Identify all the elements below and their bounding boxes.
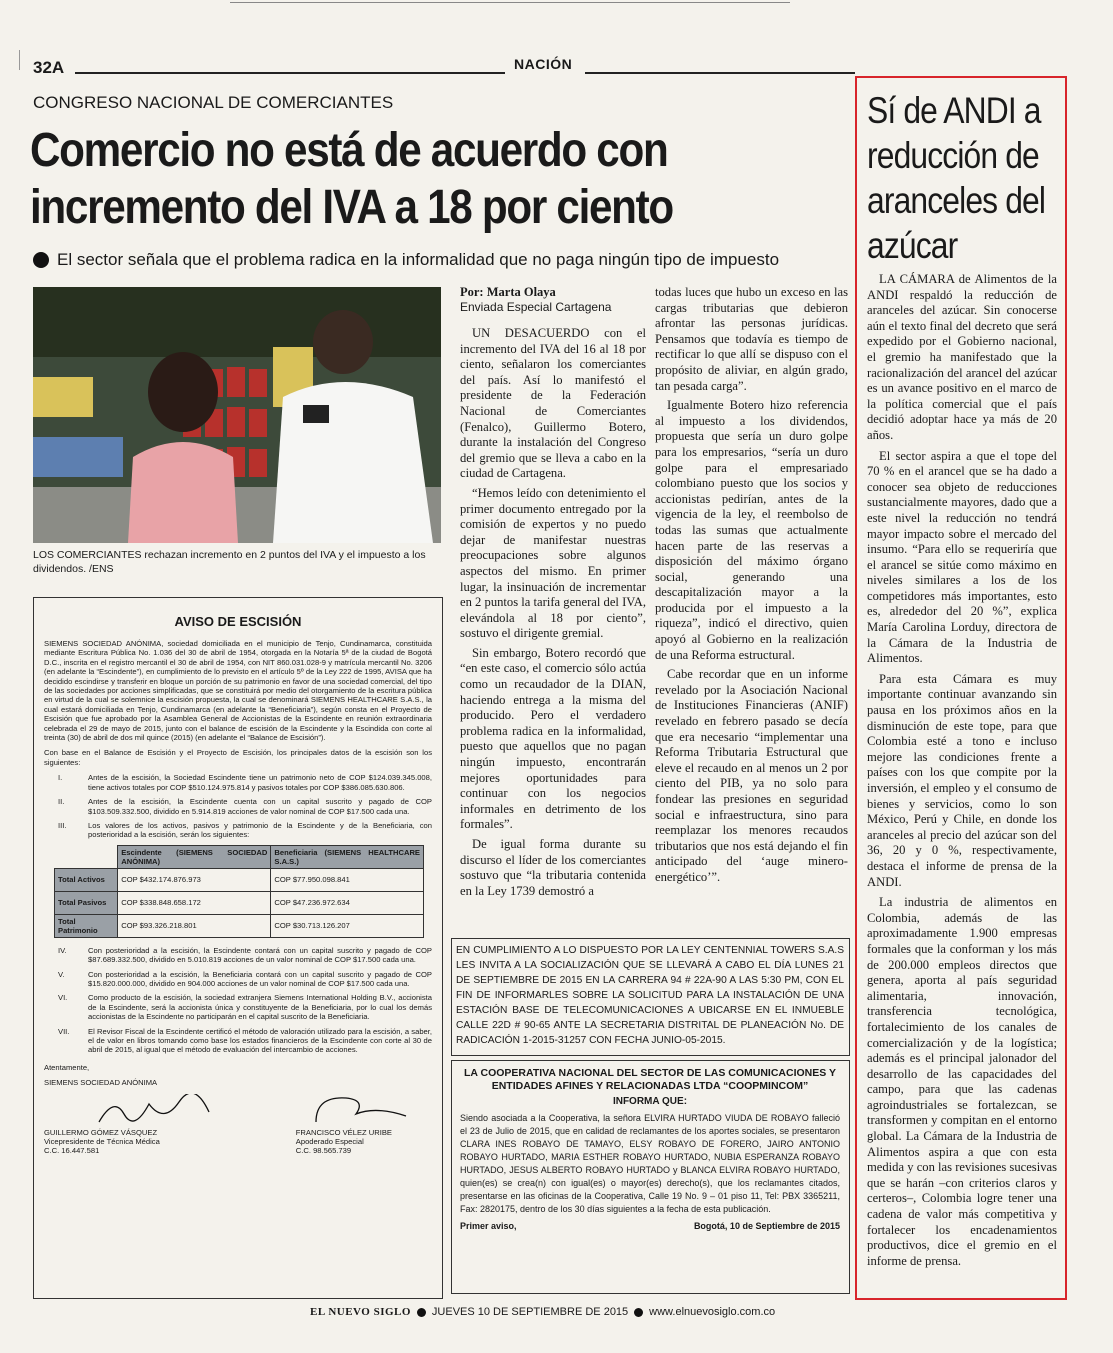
paragraph: UN DESACUERDO con el incremento del IVA del 16 al 18 por ciento, señalaron los comerciantes del país. Así lo manifestó el presidente de la Federación Nacional de Comerciantes (Fenalco), Guillermo Botero, durante la instalación del Congreso del gremio que se lleva a cabo en la ciudad de Cartagena. [460,326,646,481]
notice-closing: Atentamente, [44,1062,90,1072]
table-header: Beneficiaria (SIEMENS HEALTHCARE S.A.S.) [271,845,424,868]
notice-title: LA COOPERATIVA NACIONAL DEL SECTOR DE LAS COMUNICACIONES Y ENTIDADES AFINES Y RELACIONADAS LTDA “COOPMINCOM” [463,1067,836,1092]
notice-title: AVISO DE ESCISIÓN [174,614,302,629]
newspaper-logo: EL NUEVO SIGLO [310,1306,411,1318]
balance-table [54,845,424,938]
sidebar-title: Sí de ANDI a reducción de aranceles del azúcar [867,90,1046,266]
paragraph: Para esta Cámara es muy importante continuar avanzando sin pausa en los próximos años en la disminución de este tope, para que Colombia esté a tono e incluso mejore las condiciones frente a países con los que compite por la inversión, el empleo y el consumo de bienes y servicios, como lo son México, Perú y Chile, en donde los aranceles al precio del azúcar son del 36, 20 y 0 %, respectivamente, destaca el informe de prensa de la ANDI. [867,671,1057,889]
byline-role: Enviada Especial Cartagena [460,300,612,314]
byline-author: Por: Marta Olaya [460,285,556,299]
article-column-1 [460,285,646,903]
notice-footer: Primer aviso, Bogotá, 10 de Septiembre de 2015 [460,1221,840,1231]
masthead-rule-right [585,72,855,74]
paragraph: Igualmente Botero hizo referencia al impuesto a los dividendos, propuesta que sería un duro golpe para los empresarios, “sería un duro golpe para el empresariado colombiano puesto que los socios y accionistas pedirían, antes de la vigencia de la ley, el reembolso de todas las sumas que actualmente hacen parte de las reservas a disposición del máximo órgano social, generando una descapitalización mayor a la producida por el impuesto a la riqueza”, indicó el directivo, quien apoyó al Gobierno en la realización de una Reforma estructural. [655,398,848,662]
footer-date: JUEVES 10 DE SEPTIEMBRE DE 2015 [431,1306,629,1318]
signatures [44,1128,432,1156]
paragraph: todas luces que hubo un exceso en las cargas tributarias que debieron afrontar las personas jurídicas. Pensamos que todavía es tiempo de rectificar lo que allí se dispuso con el propósito de aliviar, en algún grado, tan pesada carga”. [655,285,848,393]
kicker: CONGRESO NACIONAL DE COMERCIANTES [33,93,394,112]
masthead-rule-left [75,72,505,74]
paragraph: Sin embargo, Botero recordó que “en este caso, el comercio sólo actúa como un recaudador de la DIAN, haciendo entrega a la misma del producido. Pero el verdadero problema radica en la informalidad, puesto que aquellos que no pagan ningún impuesto, encontrarán mejores oportunidades para continuar con los negocios informales en detrimento de los formales”. [460,645,646,832]
deck [33,250,779,270]
bullet-icon [33,252,49,268]
paragraph: “Hemos leído con detenimiento el primer documento entregado por la comisión de expertos y no puedo dejar de manifestar nuestras preocupaciones sobre algunos aspectos del mismo. En primer lugar, la insinuación de incrementar en 2 puntos la tarifa general del IVA, elevándola al 18 por ciento”, sostuvo el dirigente gremial. [460,485,646,641]
notice-centennial-towers [451,938,850,1056]
signature-2-icon [306,1092,416,1126]
page-footer [310,1306,775,1318]
headline: Comercio no está de acuerdo con incremento del IVA a 18 por ciento [30,124,673,234]
notice-coopmincom [451,1060,850,1294]
notice-item: V. Con posterioridad a la escisión, la Beneficiaria contará con un capital suscrito y pagado de COP $15.820.000.000, dividido en 904.000 acciones de un valor nominal de COP $17.500 cada una. [58,969,432,988]
section-name: NACIÓN [514,56,573,72]
notice-text: EN CUMPLIMIENTO A LO DISPUESTO POR LA LEY CENTENNIAL TOWERS S.A.S LES INVITA A LA SOCIALIZACIÓN QUE SE LLEVARÁ A CABO EL DÍA LUNES 21 DE SEPTIEMBRE DE 2015 EN LA CARRERA 94 # 22A-90 A LAS 5:30 PM, CON EL FIN DE INFORMARLES SOBRE LA SOLICITUD PARA LA INSTALACIÓN DE UNA ESTACIÓN BASE DE TELECOMUNICACIONES A UBICARSE EN EL INMUEBLE CALLE 22D # 90-65 ANTE LA SECRETARIA DISTRITAL DE PLANEACIÓN No. DE RADICACIÓN 1-2015-31257 CON FECHA JUNIO-05-2015. [456,945,844,1046]
bullet-icon [417,1308,426,1317]
article-photo [33,287,441,543]
table-row: Total Patrimonio COP $93.326.218.801 COP $30.713.126.207 [55,914,424,937]
page-number: 32A [33,58,65,77]
notice-item: VI. Como producto de la escisión, la sociedad extranjera Siemens International Holding B.V., accionista de la Escindente, será la accionista única y constituyente de la Beneficiaria, por lo cual los demás accionistas de la Escindente no participarán en el capital suscrito de la Beneficiaria. [58,993,432,1022]
notice-item: I. Antes de la escisión, la Sociedad Escindente tiene un patrimonio neto de COP $124.039.345.008, tiene activos totales por COP $510.124.975.814 y pasivos totales por COP $386.085.630.806. [58,773,432,792]
notice-item: III. Los valores de los activos, pasivos y patrimonio de la Escindente y de la Beneficiaria, con posterioridad a la escisión, serán los siguientes: [58,820,432,840]
bullet-icon [634,1308,643,1317]
paragraph: Cabe recordar que en un informe revelado por la Asociación Nacional de Instituciones Financieras (ANIF) revelado en febrero pasado se decía que era necesario “implementar una Reforma Tributaria Estructural que eleve el recaudo en al menos un 2 por ciento del PIB, ya no solo para fondear las presiones en seguridad social e infraestructura, sino para reemplazar los menores recaudos tributarios que nos está dejando el fin anticipado del ‘auge minero-energético’”. [655,667,848,884]
sidebar-andi [855,76,1067,1300]
table-header: Escindente (SIEMENS SOCIEDAD ANÓNIMA) [118,845,271,868]
notice-subtitle: INFORMA QUE: [612,1096,688,1107]
notice-item: II. Antes de la escisión, la Escindente cuenta con un capital suscrito y pagado de COP $103.509.332.500, dividido en 5.914.819 acciones de valor nominal de COP $17.500 cada una. [58,797,432,816]
sidebar-body [867,272,1057,1274]
notice-lead: Con base en el Balance de Escisión y el Proyecto de Escisión, los principales datos de la escisión son los siguientes: [44,748,432,767]
notice-body: Siendo asociada a la Cooperativa, la señora ELVIRA HURTADO VIUDA DE ROBAYO falleció el 23 de Julio de 2015, que en calidad de reclamantes de los aportes sociales, se presentaron CLARA INES ROBAYO DE TAMAYO, ELSY ROBAYO DE FORERO, JAIRO ANTONIO ROBAYO HURTADO, MARIA ESTHER ROBAYO HURTADO, NUBIA ESPERANZA ROBAYO HURTADO, JESUS ALBERTO ROBAYO HURTADO y BLANCA ELVIRA ROBAYO HURTADO, quien(es) se crea(n) con igual(es) o mayor(es) derecho(s), que los reclamantes citados, presentarse en las oficinas de la Cooperativa, Calle 19 No. 9 – 01 piso 11, Tel: PBX 3365211, Fax: 2820175, dentro de los 30 días siguientes a la fecha de esta publicación. [460,1113,840,1214]
signer-1: GUILLERMO GÓMEZ VÁSQUEZ Vicepresidente de Técnica Médica C.C. 16.447.581 [44,1128,160,1156]
notice-intro: SIEMENS SOCIEDAD ANÓNIMA, sociedad domiciliada en el municipio de Tenjo, Cundinamarca, constituida mediante Escritura Pública No. 1.036 del 30 de abril de 1954, otorgada en la Notaría 5ª de la ciudad de Bogotá D.C., inscrita en el registro mercantil el 30 de abril de 1954, con NIT 860.031.028-9 y matrícula mercantil No. 3206 (en adelante la “Escindente”), en cumplimiento de lo previsto en el artículo 5º de la Ley 222 de 1995, AVISA que ha decidido escindirse y transferir en bloque un porción de su patrimonio en favor de una sociedad comercial, del tipo de las sociedades por acciones simplificadas, que se constituirá por medio del otorgamiento de la escritura pública en virtud de la cual se solemnice la escisión propuesta, la cual se denominará SIEMENS HEALTHCARE S.A.S., la cual estará domiciliada en Tenjo, Cundinamarca (en adelante la “Beneficiaria”), según consta en el Proyecto de Escisión que fue aprobado por la Asamblea General de Accionistas de la Escindente en reunión extraordinaria celebrada el 29 de mayo de 2015, junto con el balance de escisión de la Escindente y la Escindida con corte al treinta (30) de abril de dos mil quince (2015) (en adelante el “Balance de Escisión”). [44,639,432,743]
photo-caption: LOS COMERCIANTES rechazan incremento en 2 puntos del IVA y el impuesto a los dividendos. /ENS [33,549,426,575]
paragraph: De igual forma durante su discurso el líder de los comerciantes sostuvo que “la tributaria contenida en la Ley 1739 demostró a [460,837,646,898]
notice-item: IV. Con posterioridad a la escisión, la Escindente contará con un capital suscrito y pagado de COP $87.689.332.500, dividido en 5.010.819 acciones de un valor nominal de COP $17.500 cada una. [58,945,432,965]
paragraph: El sector aspira a que el tope del 70 % en el arancel que se ha dado a conocer sea objeto de reducciones sustancialmente mayores, dado que a este nivel la reducción no tendrá mayor impacto sobre el mercado del insumo. “Para ello se requeriría que el arancel se sitúe como máximo en niveles similares a los de los competidores más importantes, esto es, alrededor del 20 %”, explica María Carolina Lorduy, directora de la Cámara de la Industria de Alimentos. [867,448,1057,666]
footer-url[interactable]: www.elnuevosiglo.com.co [649,1306,776,1318]
table-row: Total Pasivos COP $338.848.658.172 COP $47.236.972.634 [55,891,424,914]
paragraph: La industria de alimentos en Colombia, además de las aproximadamente 1.900 empresas formales que la conforman y los más de 200.000 empleos directos que genera, aporta al país seguridad alimentaria, innovación, transferencia tecnológica, fortalecimiento de los canales de comercialización y de la logística; además es el principal jalonador del desarrollo de las capacidades del campo, para que las cadenas agroindustriales se fortalezcan, se transformen y compitan en el entorno global. La Cámara de la Industria de Alimentos aspira a que con esta medida y con las revisiones sucesivas que se harán –con criterios claros y certeros–, Colombia logre tener una cadena de valor más competitiva y fortalecer los encadenamientos productivos, dice el gremio en el informe de prensa. [867,895,1057,1268]
left-margin-line [19,50,20,70]
signer-2: FRANCISCO VÉLEZ URIBE Apoderado Especial C.C. 98.565.739 [296,1128,392,1156]
table-row: Total Activos COP $432.174.876.973 COP $77.950.098.841 [55,868,424,891]
article-column-2 [655,285,848,890]
signature-1-icon [94,1094,214,1128]
notice-company: SIEMENS SOCIEDAD ANÓNIMA [44,1078,158,1088]
deck-text: El sector señala que el problema radica en la informalidad que no paga ningún tipo de impuesto [57,250,780,269]
paragraph: LA CÁMARA de Alimentos de la ANDI respaldó la reducción de aranceles del azúcar. Sin conocerse aún el texto final del decreto que será expedido por el Gobierno nacional, el gremio ha manifestado que la racionalización del arancel del azúcar es un avance positivo en el marco de la política comercial que el país decidió adoptar hace ya más de 20 años. [867,272,1057,442]
notice-item: VII. El Revisor Fiscal de la Escindente certificó el método de valoración utilizado para la escisión, a saber, el de valor en libros tomando como base los estados financieros de la Escindente con corte al 30 de abril de 2015, al igual que el método de evaluación del intercambio de acciones. [58,1026,432,1055]
legal-notice-escision [33,597,443,1299]
